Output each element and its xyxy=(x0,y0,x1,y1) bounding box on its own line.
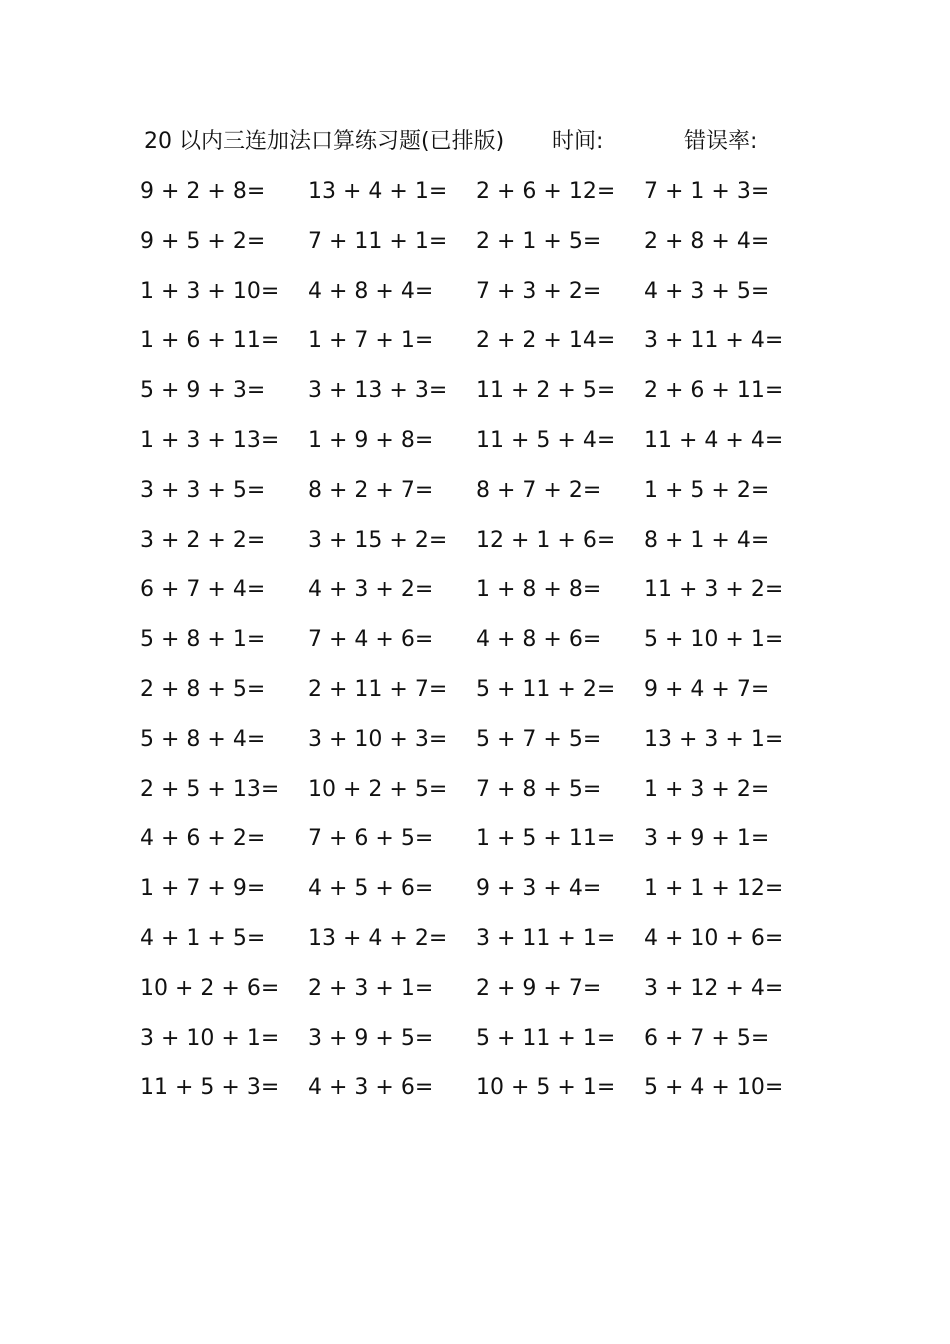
addition-problem: 2 + 3 + 1= xyxy=(308,975,434,1001)
problem-row xyxy=(140,821,784,871)
addition-problem: 1 + 3 + 13= xyxy=(140,427,280,453)
problem-row xyxy=(140,224,784,274)
problem-row xyxy=(140,1070,784,1120)
addition-problem: 10 + 2 + 6= xyxy=(140,975,280,1001)
addition-problem: 2 + 5 + 13= xyxy=(140,776,280,802)
addition-problem: 5 + 7 + 5= xyxy=(476,726,602,752)
time-label: 时间: xyxy=(552,129,604,154)
addition-problem: 3 + 12 + 4= xyxy=(644,975,784,1001)
addition-problem: 1 + 8 + 8= xyxy=(476,577,602,603)
addition-problem: 3 + 10 + 1= xyxy=(140,1025,280,1051)
worksheet-header xyxy=(144,124,784,160)
addition-problem: 1 + 5 + 2= xyxy=(644,477,770,503)
addition-problem: 5 + 11 + 2= xyxy=(476,676,616,702)
addition-problem: 9 + 3 + 4= xyxy=(476,876,602,902)
addition-problem: 3 + 9 + 1= xyxy=(644,826,770,852)
addition-problem: 9 + 2 + 8= xyxy=(140,179,266,204)
addition-problem: 8 + 7 + 2= xyxy=(476,477,602,503)
addition-problem: 8 + 1 + 4= xyxy=(644,527,770,553)
addition-problem: 2 + 9 + 7= xyxy=(476,975,602,1001)
addition-problem: 13 + 4 + 1= xyxy=(308,179,448,204)
addition-problem: 1 + 7 + 9= xyxy=(140,876,266,902)
addition-problem: 3 + 13 + 3= xyxy=(308,378,448,404)
worksheet-title: 20 以内三连加法口算练习题(已排版) xyxy=(144,129,505,154)
addition-problem: 11 + 5 + 3= xyxy=(140,1075,280,1101)
addition-problem: 5 + 8 + 1= xyxy=(140,627,266,653)
addition-problem: 1 + 9 + 8= xyxy=(308,427,434,453)
addition-problem: 2 + 2 + 14= xyxy=(476,328,616,354)
problem-row xyxy=(140,423,784,473)
addition-problem: 4 + 3 + 2= xyxy=(308,577,434,603)
problem-row xyxy=(140,572,784,622)
problem-row xyxy=(140,373,784,423)
addition-problem: 2 + 11 + 7= xyxy=(308,676,448,702)
problem-row xyxy=(140,871,784,921)
problem-row xyxy=(140,672,784,722)
addition-problem: 11 + 3 + 2= xyxy=(644,577,784,603)
addition-problem: 7 + 6 + 5= xyxy=(308,826,434,852)
addition-problem: 4 + 6 + 2= xyxy=(140,826,266,852)
addition-problem: 3 + 15 + 2= xyxy=(308,527,448,553)
addition-problem: 13 + 4 + 2= xyxy=(308,925,448,951)
problem-row xyxy=(140,323,784,373)
problem-row xyxy=(140,971,784,1021)
addition-problem: 8 + 2 + 7= xyxy=(308,477,434,503)
addition-problem: 11 + 5 + 4= xyxy=(476,427,616,453)
error-rate-label: 错误率: xyxy=(684,129,758,154)
addition-problem: 5 + 4 + 10= xyxy=(644,1075,784,1101)
addition-problem: 2 + 8 + 5= xyxy=(140,676,266,702)
addition-problem: 3 + 11 + 4= xyxy=(644,328,784,354)
addition-problem: 4 + 8 + 6= xyxy=(476,627,602,653)
addition-problem: 5 + 9 + 3= xyxy=(140,378,266,404)
addition-problem: 6 + 7 + 5= xyxy=(644,1025,770,1051)
addition-problem: 4 + 3 + 5= xyxy=(644,278,770,304)
addition-problem: 13 + 3 + 1= xyxy=(644,726,784,752)
addition-problem: 5 + 8 + 4= xyxy=(140,726,266,752)
problem-row xyxy=(140,921,784,971)
problem-row xyxy=(140,722,784,772)
addition-problem: 10 + 5 + 1= xyxy=(476,1075,616,1101)
addition-problem: 11 + 4 + 4= xyxy=(644,427,784,453)
addition-problem: 7 + 4 + 6= xyxy=(308,627,434,653)
addition-problem: 1 + 3 + 10= xyxy=(140,278,280,304)
addition-problem: 7 + 1 + 3= xyxy=(644,179,770,204)
addition-problem: 2 + 6 + 11= xyxy=(644,378,784,404)
addition-problem: 1 + 6 + 11= xyxy=(140,328,280,354)
addition-problem: 4 + 10 + 6= xyxy=(644,925,784,951)
addition-problem: 7 + 11 + 1= xyxy=(308,228,448,254)
addition-problem: 4 + 8 + 4= xyxy=(308,278,434,304)
addition-problem: 9 + 4 + 7= xyxy=(644,676,770,702)
addition-problem: 1 + 3 + 2= xyxy=(644,776,770,802)
addition-problem: 1 + 7 + 1= xyxy=(308,328,434,354)
addition-problem: 11 + 2 + 5= xyxy=(476,378,616,404)
addition-problem: 7 + 3 + 2= xyxy=(476,278,602,304)
addition-problem: 10 + 2 + 5= xyxy=(308,776,448,802)
addition-problem: 3 + 10 + 3= xyxy=(308,726,448,752)
problem-grid xyxy=(140,174,784,1120)
addition-problem: 6 + 7 + 4= xyxy=(140,577,266,603)
addition-problem: 3 + 3 + 5= xyxy=(140,477,266,503)
addition-problem: 5 + 11 + 1= xyxy=(476,1025,616,1051)
addition-problem: 1 + 1 + 12= xyxy=(644,876,784,902)
addition-problem: 4 + 1 + 5= xyxy=(140,925,266,951)
addition-problem: 4 + 5 + 6= xyxy=(308,876,434,902)
addition-problem: 7 + 8 + 5= xyxy=(476,776,602,802)
problem-row xyxy=(140,174,784,224)
addition-problem: 2 + 8 + 4= xyxy=(644,228,770,254)
addition-problem: 1 + 5 + 11= xyxy=(476,826,616,852)
addition-problem: 2 + 1 + 5= xyxy=(476,228,602,254)
addition-problem: 5 + 10 + 1= xyxy=(644,627,784,653)
problem-row xyxy=(140,772,784,822)
addition-problem: 3 + 9 + 5= xyxy=(308,1025,434,1051)
addition-problem: 2 + 6 + 12= xyxy=(476,179,616,204)
addition-problem: 9 + 5 + 2= xyxy=(140,228,266,254)
addition-problem: 4 + 3 + 6= xyxy=(308,1075,434,1101)
problem-row xyxy=(140,473,784,523)
addition-problem: 3 + 2 + 2= xyxy=(140,527,266,553)
problem-row xyxy=(140,1021,784,1071)
addition-problem: 3 + 11 + 1= xyxy=(476,925,616,951)
problem-row xyxy=(140,274,784,324)
addition-problem: 12 + 1 + 6= xyxy=(476,527,616,553)
problem-row xyxy=(140,622,784,672)
problem-row xyxy=(140,523,784,573)
